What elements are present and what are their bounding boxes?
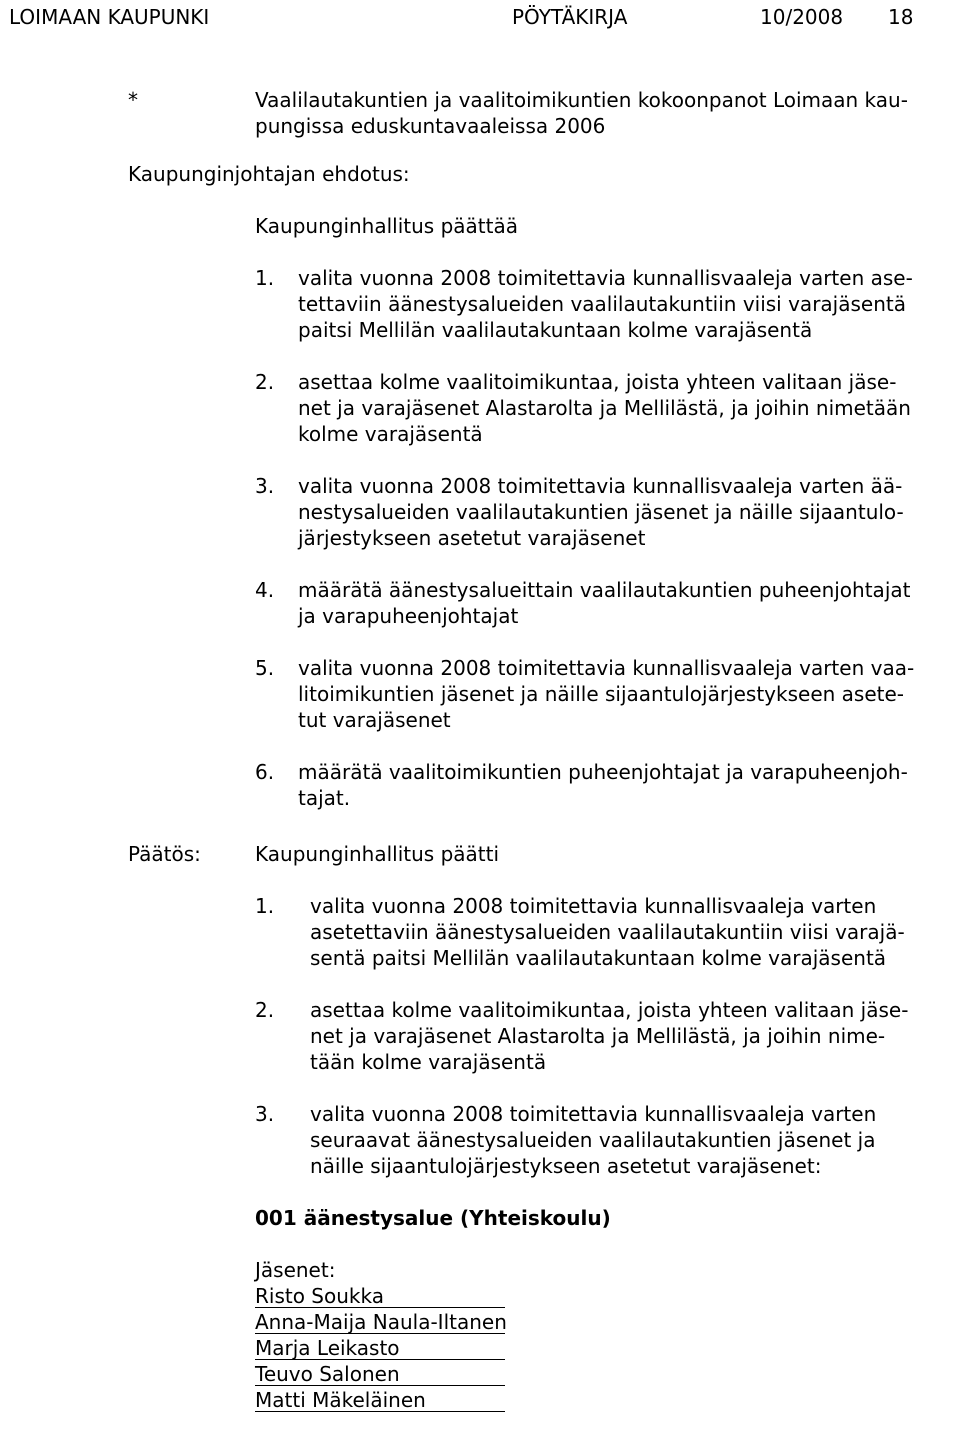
- decision-item-line: seuraavat äänestysalueiden vaalilautakuntien jäsenet ja: [310, 1128, 876, 1152]
- proposal-item-line: ja varapuheenjohtajat: [298, 604, 519, 628]
- proposal-item-line: litoimikuntien jäsenet ja näille sijaantulojärjestykseen asete-: [298, 682, 905, 706]
- item-marker: *: [128, 88, 138, 112]
- proposal-item-line: kolme varajäsentä: [298, 422, 483, 446]
- proposal-item-line: tajat.: [298, 786, 351, 810]
- proposal-item-text: [298, 265, 913, 343]
- proposal-item-line: tut varajäsenet: [298, 708, 451, 732]
- decision-item-line: net ja varajäsenet Alastarolta ja Mellilästä, ja joihin nime-: [310, 1024, 886, 1048]
- proposal-item-text: [298, 655, 914, 733]
- proposal-item-line: tettaviin äänestysalueiden vaalilautakuntiin viisi varajäsentä: [298, 292, 906, 316]
- proposal-item-line: määrätä vaalitoimikuntien puheenjohtajat ja varapuheenjoh-: [298, 760, 908, 784]
- header-issue-number: 10/2008: [760, 5, 844, 29]
- decision-item-line: asetettaviin äänestysalueiden vaalilautakuntiin viisi varajä-: [310, 920, 905, 944]
- member-name: Marja Leikasto: [255, 1335, 505, 1361]
- member-name: Matti Mäkeläinen: [255, 1387, 505, 1413]
- proposal-item-number: 6.: [255, 760, 275, 784]
- header-organization: LOIMAAN KAUPUNKI: [9, 5, 210, 29]
- header-document-type: PÖYTÄKIRJA: [512, 5, 628, 29]
- member-name: Risto Soukka: [255, 1283, 505, 1309]
- subject-line: Vaalilautakuntien ja vaalitoimikuntien kokoonpanot Loimaan kau-: [255, 88, 908, 112]
- decision-item-text: [310, 997, 908, 1075]
- decision-label: Päätös:: [128, 842, 201, 866]
- proposal-item-text: [298, 577, 910, 629]
- proposal-item-line: net ja varajäsenet Alastarolta ja Mellilästä, ja joihin nimetään: [298, 396, 911, 420]
- decision-item-line: tään kolme varajäsentä: [310, 1050, 547, 1074]
- decision-item-line: asettaa kolme vaalitoimikuntaa, joista yhteen valitaan jäse-: [310, 998, 909, 1022]
- proposal-item-line: valita vuonna 2008 toimitettavia kunnallisvaaleja varten vaa-: [298, 656, 915, 680]
- proposal-item-line: asettaa kolme vaalitoimikuntaa, joista yhteen valitaan jäse-: [298, 370, 897, 394]
- proposal-item-number: 4.: [255, 578, 275, 602]
- decision-intro: Kaupunginhallitus päätti: [255, 842, 500, 866]
- member-name: Anna-Maija Naula-Iltanen: [255, 1310, 507, 1334]
- decision-item-line: valita vuonna 2008 toimitettavia kunnallisvaaleja varten: [310, 894, 877, 918]
- proposal-item-line: valita vuonna 2008 toimitettavia kunnallisvaaleja varten ää-: [298, 474, 903, 498]
- decision-item-line: sentä paitsi Mellilän vaalilautakuntaan kolme varajäsentä: [310, 946, 887, 970]
- proposal-item-line: järjestykseen asetetut varajäsenet: [298, 526, 646, 550]
- decision-item-text: [310, 1101, 876, 1179]
- proposal-item-text: [298, 369, 911, 447]
- proposal-item-number: 2.: [255, 370, 275, 394]
- proposal-intro: Kaupunginhallitus päättää: [255, 214, 518, 238]
- proposal-label: Kaupunginjohtajan ehdotus:: [128, 162, 410, 186]
- decision-item-line: valita vuonna 2008 toimitettavia kunnallisvaaleja varten: [310, 1102, 877, 1126]
- members-list: [255, 1283, 505, 1413]
- district-title: 001 äänestysalue (Yhteiskoulu): [255, 1206, 611, 1230]
- header-page-number: 18: [888, 5, 914, 29]
- proposal-item-line: valita vuonna 2008 toimitettavia kunnallisvaaleja varten ase-: [298, 266, 913, 290]
- subject-line: pungissa eduskuntavaaleissa 2006: [255, 114, 606, 138]
- proposal-item-line: paitsi Mellilän vaalilautakuntaan kolme varajäsentä: [298, 318, 813, 342]
- proposal-item-line: määrätä äänestysalueittain vaalilautakuntien puheenjohtajat: [298, 578, 911, 602]
- members-label: Jäsenet:: [255, 1258, 336, 1282]
- proposal-item-text: [298, 759, 908, 811]
- member-name: Teuvo Salonen: [255, 1361, 505, 1387]
- decision-item-line: näille sijaantulojärjestykseen asetetut varajäsenet:: [310, 1154, 822, 1178]
- page-header: [0, 4, 960, 30]
- proposal-item-line: nestysalueiden vaalilautakuntien jäsenet ja näille sijaantulo-: [298, 500, 904, 524]
- decision-item-number: 1.: [255, 894, 275, 918]
- proposal-item-text: [298, 473, 904, 551]
- proposal-item-number: 1.: [255, 266, 275, 290]
- decision-item-number: 2.: [255, 998, 275, 1022]
- proposal-item-number: 5.: [255, 656, 275, 680]
- decision-item-number: 3.: [255, 1102, 275, 1126]
- subject-heading: [255, 87, 908, 139]
- proposal-item-number: 3.: [255, 474, 275, 498]
- decision-item-text: [310, 893, 905, 971]
